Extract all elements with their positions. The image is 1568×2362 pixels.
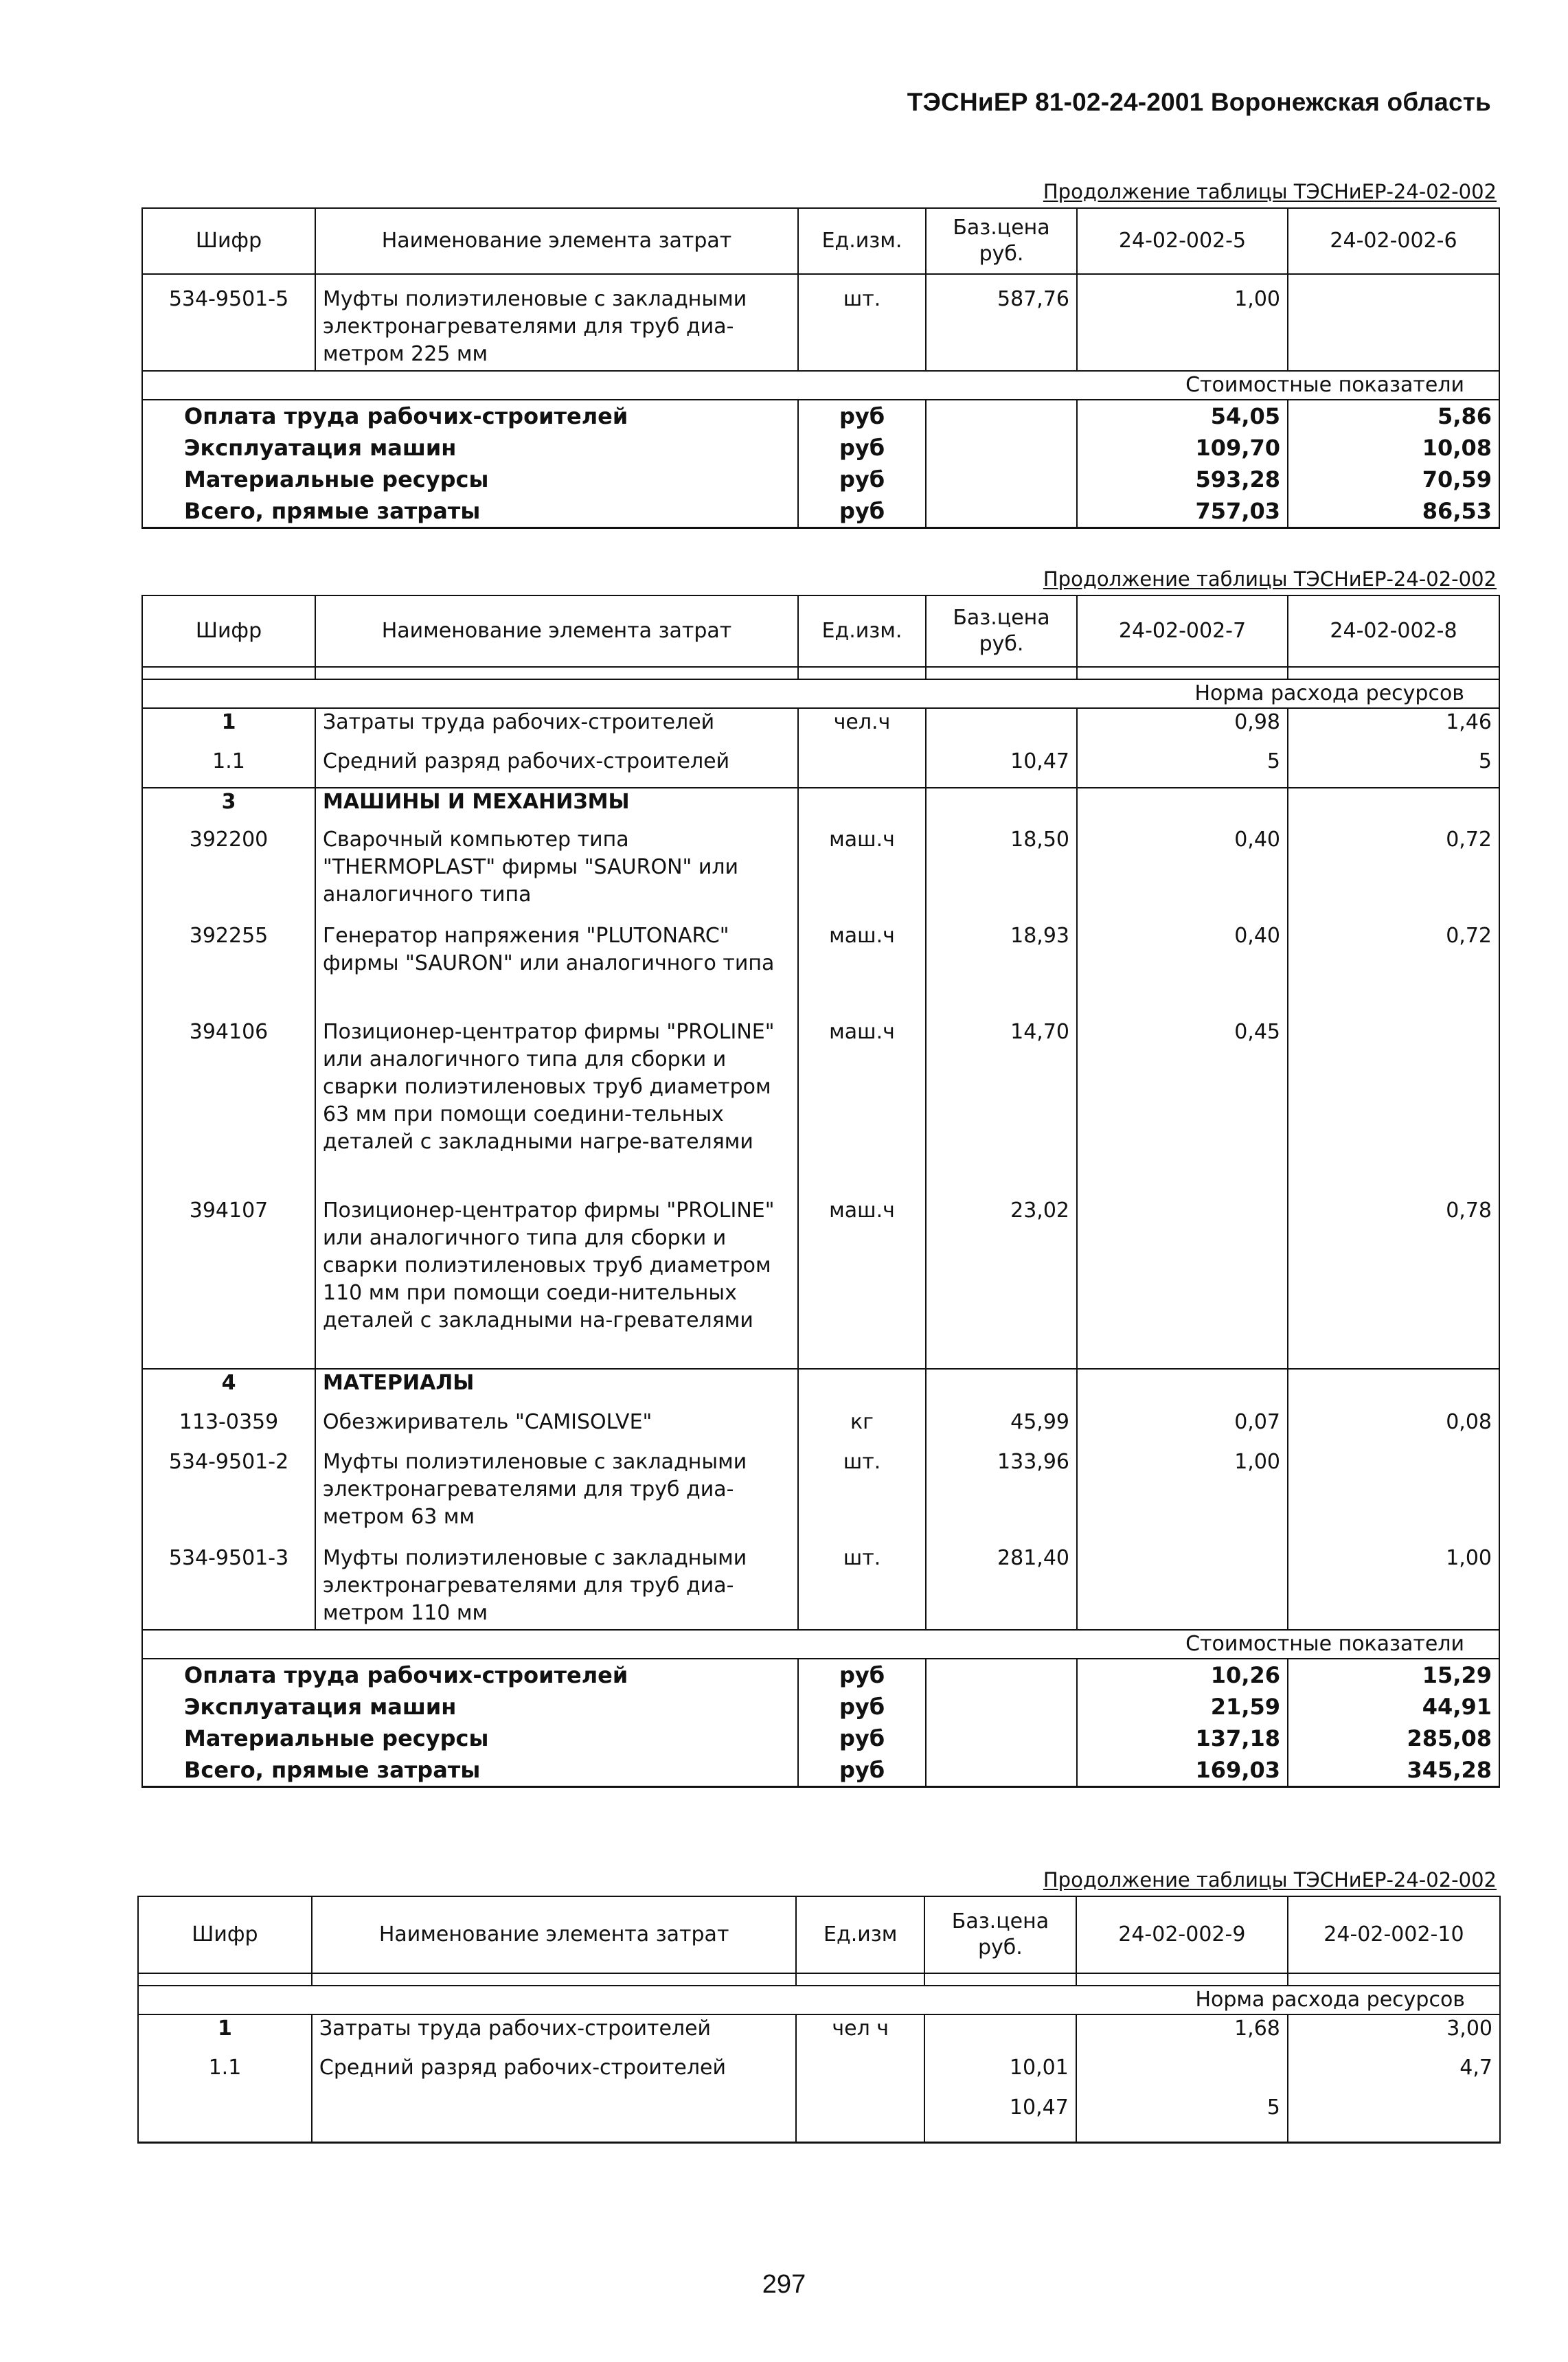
value-cell-b: 0,72	[1288, 826, 1499, 922]
name-cell: Затраты труда рабочих-строителей	[315, 708, 798, 748]
col-header-code-a: 24-02-002-7	[1077, 595, 1288, 667]
page-number: 297	[762, 2270, 806, 2299]
value-cell-b: 0,72	[1288, 922, 1499, 1019]
name-cell: Средний разряд рабочих-строителей	[315, 748, 798, 788]
value-cell-a: 0,98	[1077, 708, 1288, 748]
value-cell-a: 1,00	[1077, 286, 1288, 371]
col-header-price: Баз.цена руб.	[926, 208, 1077, 274]
cipher-cell: 392255	[142, 922, 315, 1019]
price-cell: 281,40	[926, 1545, 1077, 1630]
cipher-cell: 3	[142, 788, 315, 826]
resource-table-2	[141, 595, 1500, 1788]
price-cell	[924, 2014, 1076, 2054]
value-cell-b: 0,78	[1288, 1197, 1499, 1369]
value-cell-a: 1,68	[1076, 2014, 1288, 2054]
value-cell-b	[1288, 286, 1499, 371]
unit-cell: шт.	[798, 1545, 926, 1630]
table-caption: Продолжение таблицы ТЭСНиЕР-24-02-002	[1043, 567, 1497, 591]
summary-row	[142, 432, 1499, 464]
section-label-cost: Стоимостные показатели	[142, 371, 1499, 400]
col-header-unit: Ед.изм.	[798, 208, 926, 274]
value-cell-a: 1,00	[1077, 1449, 1288, 1545]
value-cell-a	[1077, 1197, 1288, 1369]
summary-value-a: 109,70	[1077, 432, 1288, 464]
price-cell: 10,01	[924, 2054, 1076, 2094]
summary-value-b: 10,08	[1288, 432, 1499, 464]
summary-value-a: 169,03	[1077, 1754, 1288, 1787]
name-cell: Позиционер-центратор фирмы "PROLINE" или аналогичного типа для сборки и сварки полиэтиленовых труб диаметром 63 мм при помощи соедини-тельных деталей с закладными нагре-вателями	[315, 1019, 798, 1197]
summary-value-b: 44,91	[1288, 1691, 1499, 1723]
summary-unit: руб	[798, 1691, 926, 1723]
table-row	[142, 1545, 1499, 1630]
summary-value-a: 137,18	[1077, 1723, 1288, 1754]
name-cell: Муфты полиэтиленовые с закладными электронагревателями для труб диа-метром 225 мм	[315, 286, 798, 371]
summary-name: Материальные ресурсы	[142, 464, 798, 495]
value-cell-b: 3,00	[1288, 2014, 1500, 2054]
unit-cell: шт.	[798, 1449, 926, 1545]
value-cell-a: 0,07	[1077, 1409, 1288, 1449]
table-caption: Продолжение таблицы ТЭСНиЕР-24-02-002	[1043, 1868, 1497, 1892]
price-cell: 10,47	[924, 2094, 1076, 2142]
summary-value-a: 21,59	[1077, 1691, 1288, 1723]
table-row	[142, 1369, 1499, 1409]
summary-name: Эксплуатация машин	[142, 432, 798, 464]
table-row	[142, 1019, 1499, 1197]
resource-table-3	[137, 1896, 1501, 2144]
summary-value-a: 10,26	[1077, 1659, 1288, 1691]
value-cell-a: 5	[1077, 748, 1288, 788]
price-cell: 18,93	[926, 922, 1077, 1019]
value-cell-b	[1288, 2094, 1500, 2142]
summary-unit: руб	[798, 400, 926, 432]
summary-value-b: 15,29	[1288, 1659, 1499, 1691]
col-header-unit: Ед.изм.	[798, 595, 926, 667]
table-row	[142, 286, 1499, 371]
col-header-cipher: Шифр	[138, 1896, 312, 1973]
price-cell: 14,70	[926, 1019, 1077, 1197]
section-label-norm: Норма расхода ресурсов	[142, 679, 1499, 708]
price-cell: 23,02	[926, 1197, 1077, 1369]
unit-cell: кг	[798, 1409, 926, 1449]
col-header-price: Баз.цена руб.	[924, 1896, 1076, 1973]
unit-cell: чел.ч	[798, 708, 926, 748]
summary-name: Эксплуатация машин	[142, 1691, 798, 1723]
summary-value-a: 54,05	[1077, 400, 1288, 432]
section-label-norm: Норма расхода ресурсов	[138, 1986, 1500, 2014]
col-header-name: Наименование элемента затрат	[312, 1896, 796, 1973]
col-header-price: Баз.цена руб.	[926, 595, 1077, 667]
cipher-cell	[138, 2094, 312, 2142]
name-cell: Затраты труда рабочих-строителей	[312, 2014, 796, 2054]
cipher-cell: 1	[138, 2014, 312, 2054]
summary-name: Всего, прямые затраты	[142, 1754, 798, 1787]
unit-cell: чел ч	[796, 2014, 924, 2054]
cipher-cell: 394106	[142, 1019, 315, 1197]
summary-name: Оплата труда рабочих-строителей	[142, 400, 798, 432]
page-title: ТЭСНиЕР 81-02-24-2001 Воронежская область	[907, 88, 1491, 116]
name-cell: Позиционер-центратор фирмы "PROLINE" или аналогичного типа для сборки и сварки полиэтиленовых труб диаметром 110 мм при помощи соеди-нительных деталей с закладными на-гревателями	[315, 1197, 798, 1369]
summary-row	[142, 1754, 1499, 1787]
summary-value-b: 70,59	[1288, 464, 1499, 495]
table-header-row	[142, 595, 1499, 667]
table-row	[142, 922, 1499, 1019]
unit-cell: маш.ч	[798, 922, 926, 1019]
col-header-unit: Ед.изм	[796, 1896, 924, 1973]
unit-cell: маш.ч	[798, 1197, 926, 1369]
table-row	[142, 708, 1499, 748]
cipher-cell: 4	[142, 1369, 315, 1409]
cipher-cell: 534-9501-5	[142, 286, 315, 371]
cipher-cell: 534-9501-3	[142, 1545, 315, 1630]
name-cell: Средний разряд рабочих-строителей	[312, 2054, 796, 2094]
summary-value-a: 593,28	[1077, 464, 1288, 495]
cipher-cell: 1	[142, 708, 315, 748]
col-header-name: Наименование элемента затрат	[315, 595, 798, 667]
unit-cell: шт.	[798, 286, 926, 371]
name-cell: Сварочный компьютер типа "THERMOPLAST" фирмы "SAURON" или аналогичного типа	[315, 826, 798, 922]
table-header-row	[142, 208, 1499, 274]
table-row	[142, 1409, 1499, 1449]
summary-value-b: 285,08	[1288, 1723, 1499, 1754]
summary-name: Всего, прямые затраты	[142, 495, 798, 528]
price-cell: 10,47	[926, 748, 1077, 788]
summary-value-a: 757,03	[1077, 495, 1288, 528]
cipher-cell: 1.1	[138, 2054, 312, 2094]
cipher-cell: 113-0359	[142, 1409, 315, 1449]
unit-cell	[798, 748, 926, 788]
table-row	[138, 2014, 1500, 2054]
col-header-code-b: 24-02-002-8	[1288, 595, 1499, 667]
summary-unit: руб	[798, 432, 926, 464]
unit-cell	[796, 2054, 924, 2094]
value-cell-b	[1288, 1449, 1499, 1545]
value-cell-a: 0,40	[1077, 826, 1288, 922]
summary-value-b: 345,28	[1288, 1754, 1499, 1787]
col-header-code-a: 24-02-002-5	[1077, 208, 1288, 274]
cipher-cell: 1.1	[142, 748, 315, 788]
col-header-cipher: Шифр	[142, 208, 315, 274]
summary-row	[142, 1723, 1499, 1754]
summary-unit: руб	[798, 1723, 926, 1754]
name-cell: Генератор напряжения "PLUTONARC" фирмы "SAURON" или аналогичного типа	[315, 922, 798, 1019]
summary-unit: руб	[798, 464, 926, 495]
section-heading: МАШИНЫ И МЕХАНИЗМЫ	[315, 788, 798, 826]
value-cell-b: 4,7	[1288, 2054, 1500, 2094]
table-row	[142, 1197, 1499, 1369]
cipher-cell: 392200	[142, 826, 315, 922]
summary-value-b: 5,86	[1288, 400, 1499, 432]
section-label-cost: Стоимостные показатели	[142, 1630, 1499, 1659]
cipher-cell: 394107	[142, 1197, 315, 1369]
table-row	[138, 2094, 1500, 2142]
unit-cell	[796, 2094, 924, 2142]
table-row	[142, 788, 1499, 826]
value-cell-b: 1,00	[1288, 1545, 1499, 1630]
summary-row	[142, 1691, 1499, 1723]
col-header-cipher: Шифр	[142, 595, 315, 667]
table-row	[142, 826, 1499, 922]
table-caption: Продолжение таблицы ТЭСНиЕР-24-02-002	[1043, 180, 1497, 203]
price-cell	[926, 708, 1077, 748]
price-cell: 133,96	[926, 1449, 1077, 1545]
resource-table-1	[141, 207, 1500, 529]
summary-unit: руб	[798, 1754, 926, 1787]
summary-name: Оплата труда рабочих-строителей	[142, 1659, 798, 1691]
value-cell-b: 0,08	[1288, 1409, 1499, 1449]
name-cell	[312, 2094, 796, 2142]
summary-value-b: 86,53	[1288, 495, 1499, 528]
col-header-code-a: 24-02-002-9	[1076, 1896, 1288, 1973]
price-cell: 587,76	[926, 286, 1077, 371]
value-cell-a: 0,40	[1077, 922, 1288, 1019]
name-cell: Муфты полиэтиленовые с закладными электронагревателями для труб диа-метром 63 мм	[315, 1449, 798, 1545]
value-cell-a	[1077, 1545, 1288, 1630]
unit-cell: маш.ч	[798, 1019, 926, 1197]
unit-cell: маш.ч	[798, 826, 926, 922]
cipher-cell: 534-9501-2	[142, 1449, 315, 1545]
value-cell-a	[1076, 2054, 1288, 2094]
name-cell: Обезжириватель "CAMISOLVE"	[315, 1409, 798, 1449]
value-cell-a: 5	[1076, 2094, 1288, 2142]
summary-unit: руб	[798, 1659, 926, 1691]
col-header-code-b: 24-02-002-6	[1288, 208, 1499, 274]
summary-row	[142, 464, 1499, 495]
summary-name: Материальные ресурсы	[142, 1723, 798, 1754]
table-row	[142, 748, 1499, 788]
summary-unit: руб	[798, 495, 926, 528]
value-cell-b: 1,46	[1288, 708, 1499, 748]
summary-row	[142, 1659, 1499, 1691]
value-cell-b	[1288, 1019, 1499, 1197]
section-heading: МАТЕРИАЛЫ	[315, 1369, 798, 1409]
summary-row	[142, 495, 1499, 528]
col-header-name: Наименование элемента затрат	[315, 208, 798, 274]
table-header-row	[138, 1896, 1500, 1973]
table-row	[142, 1449, 1499, 1545]
name-cell: Муфты полиэтиленовые с закладными электронагревателями для труб диа-метром 110 мм	[315, 1545, 798, 1630]
value-cell-b: 5	[1288, 748, 1499, 788]
summary-row	[142, 400, 1499, 432]
value-cell-a: 0,45	[1077, 1019, 1288, 1197]
price-cell: 18,50	[926, 826, 1077, 922]
table-row	[138, 2054, 1500, 2094]
price-cell: 45,99	[926, 1409, 1077, 1449]
col-header-code-b: 24-02-002-10	[1288, 1896, 1500, 1973]
